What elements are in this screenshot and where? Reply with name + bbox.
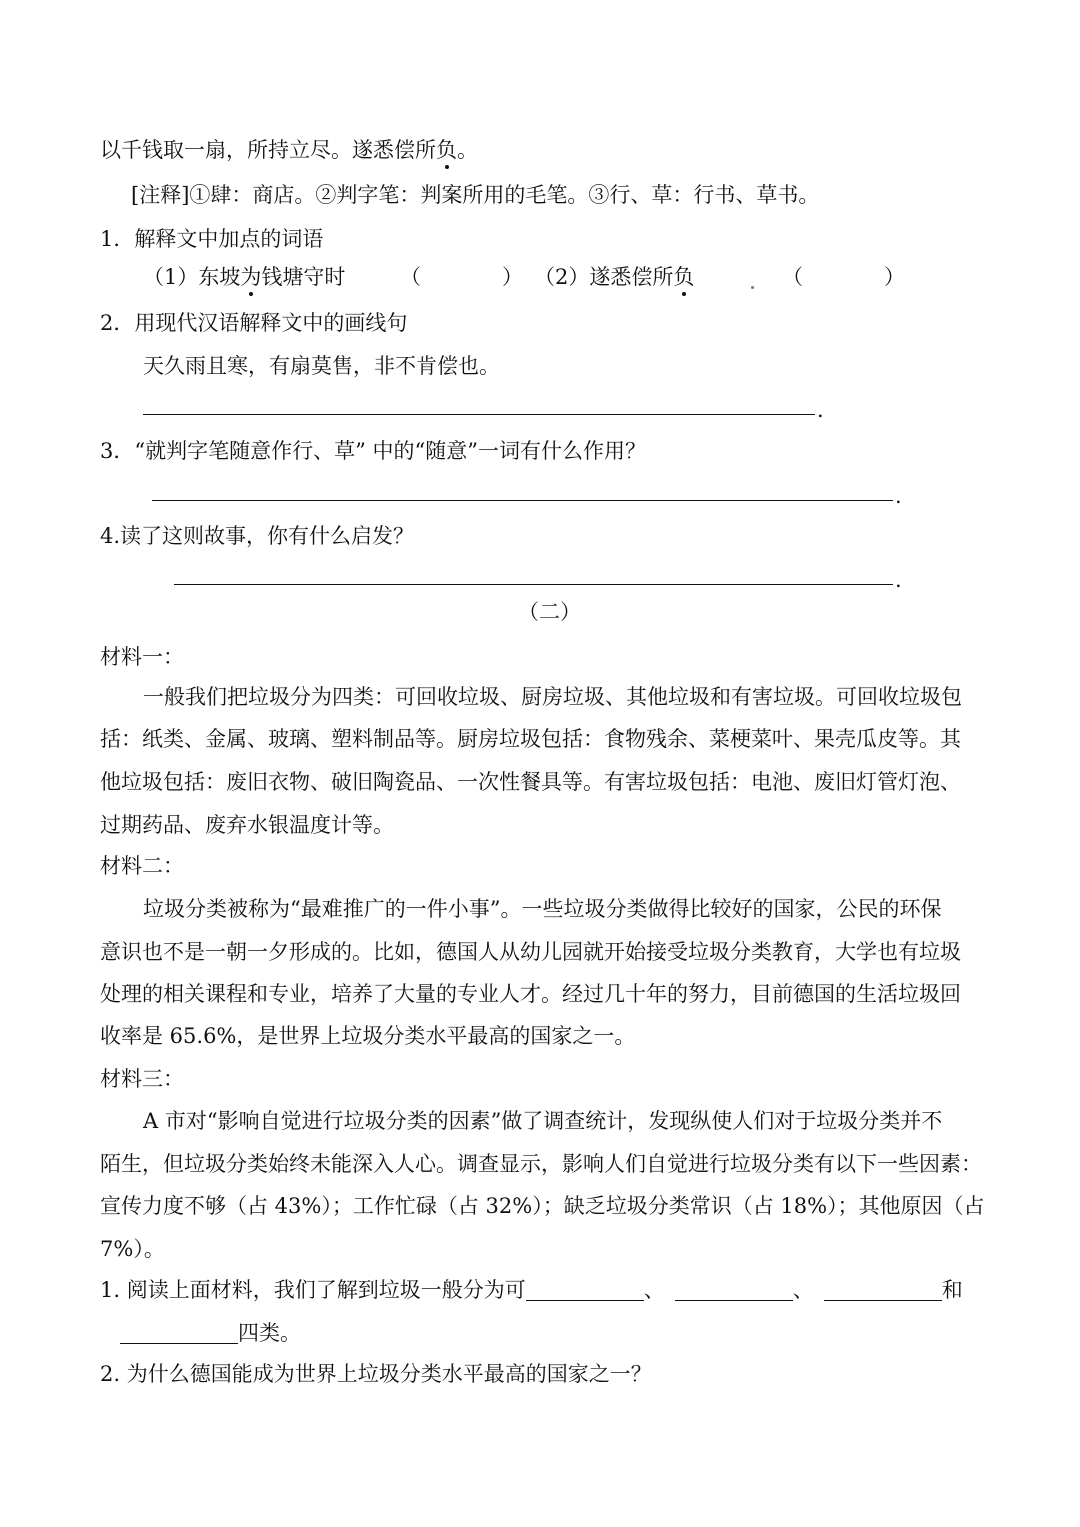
material-3-line: 宣传力度不够（占 43%）；工作忙碌（占 32%）；缺乏垃圾分类常识（占 18%）；其他原因（占 (100, 1194, 985, 1218)
question-4-title: 4.读了这则故事，你有什么启发？ (100, 524, 415, 548)
material-1-line: 他垃圾包括：废旧衣物、破旧陶瓷品、一次性餐具等。有害垃圾包括：电池、废旧灯管灯泡、 (100, 770, 961, 794)
answer-paren-2-close: ） (884, 265, 905, 289)
material-3-line: A 市对“影响自觉进行垃圾分类的因素”做了调查统计，发现纵使人们对于垃圾分类并不 (143, 1109, 943, 1133)
question-3-title: 3．“就判字笔随意作行、草” 中的“随意”一词有什么作用？ (100, 439, 646, 463)
answer-line-end: . (895, 484, 902, 508)
separator: 、 (643, 1278, 665, 1302)
answer-line-4[interactable] (174, 584, 893, 585)
dotted-char: 负 (436, 138, 457, 162)
material-1-line: 一般我们把垃圾分为四类：可回收垃圾、厨房垃圾、其他垃圾和有害垃圾。可回收垃圾包 (143, 685, 962, 709)
dotted-char: 负 (673, 265, 695, 289)
question-1-title: 1．解释文中加点的词语 (100, 227, 324, 251)
question-6: 2. 为什么德国能成为世界上垃圾分类水平最高的国家之一？ (100, 1362, 652, 1386)
item-1-prefix: （1）东坡 (143, 265, 241, 289)
passage-end: 。 (457, 138, 478, 162)
stray-mark (751, 272, 754, 297)
answer-paren-1-open: （ (400, 265, 421, 289)
material-2-line: 收率是 65.6%，是世界上垃圾分类水平最高的国家之一。 (100, 1024, 636, 1048)
passage-text: 以千钱取一扇，所持立尽。遂悉偿所 (100, 138, 436, 162)
question-1-items (143, 265, 345, 290)
question-2-title: 2．用现代汉语解释文中的画线句 (100, 311, 408, 335)
question-1-item-2 (534, 265, 694, 290)
separator: 、 (792, 1278, 814, 1302)
material-1-label: 材料一： (100, 645, 184, 669)
fill-blank-4[interactable] (120, 1323, 238, 1344)
answer-line-3[interactable] (152, 500, 893, 501)
material-3-line: 7%）。 (100, 1237, 165, 1261)
material-1-line: 过期药品、废弃水银温度计等。 (100, 813, 394, 837)
material-2-line: 处理的相关课程和专业，培养了大量的专业人才。经过几十年的努力，目前德国的生活垃圾回 (100, 982, 961, 1006)
conjunction: 和 (941, 1278, 963, 1302)
material-1-line: 括：纸类、金属、玻璃、塑料制品等。厨房垃圾包括：食物残余、菜梗菜叶、果壳瓜皮等。其 (100, 727, 961, 751)
material-3-label: 材料三： (100, 1067, 184, 1091)
underlined-sentence: 天久雨且寒，有扇莫售，非不肯偿也。 (143, 354, 500, 378)
material-3-line: 陌生，但垃圾分类始终未能深入人心。调查显示，影响人们自觉进行垃圾分类有以下一些因素： (100, 1152, 982, 1176)
section-heading: （二） (518, 600, 581, 624)
dot-mark (751, 286, 754, 289)
fill-blank-3[interactable] (824, 1280, 942, 1301)
item-1-suffix: 钱塘守时 (261, 265, 346, 289)
annotation-note: [注释]①肆：商店。②判字笔：判案所用的毛笔。③行、草：行书、草书。 (131, 183, 820, 207)
passage-last-line (100, 138, 478, 163)
answer-line-end: . (895, 568, 902, 592)
fill-blank-2[interactable] (675, 1280, 793, 1301)
question-5-tail: 四类。 (238, 1321, 301, 1345)
question-5 (100, 1278, 963, 1303)
material-2-line: 垃圾分类被称为“最难推广的一件小事”。一些垃圾分类做得比较好的国家，公民的环保 (143, 897, 942, 921)
question-5-continued (120, 1321, 301, 1346)
item-2-prefix: （2）遂悉偿所 (534, 265, 674, 289)
dotted-char: 为 (240, 265, 262, 289)
question-5-text: 1. 阅读上面材料，我们了解到垃圾一般分为可 (100, 1278, 526, 1302)
answer-line-end: . (817, 398, 824, 422)
fill-blank-1[interactable] (526, 1280, 644, 1301)
answer-line-2[interactable] (143, 414, 815, 415)
material-2-label: 材料二： (100, 854, 184, 878)
material-2-line: 意识也不是一朝一夕形成的。比如，德国人从幼儿园就开始接受垃圾分类教育，大学也有垃圾 (100, 940, 961, 964)
answer-paren-2-open: （ (782, 265, 803, 289)
answer-paren-1-close: ） (502, 265, 523, 289)
